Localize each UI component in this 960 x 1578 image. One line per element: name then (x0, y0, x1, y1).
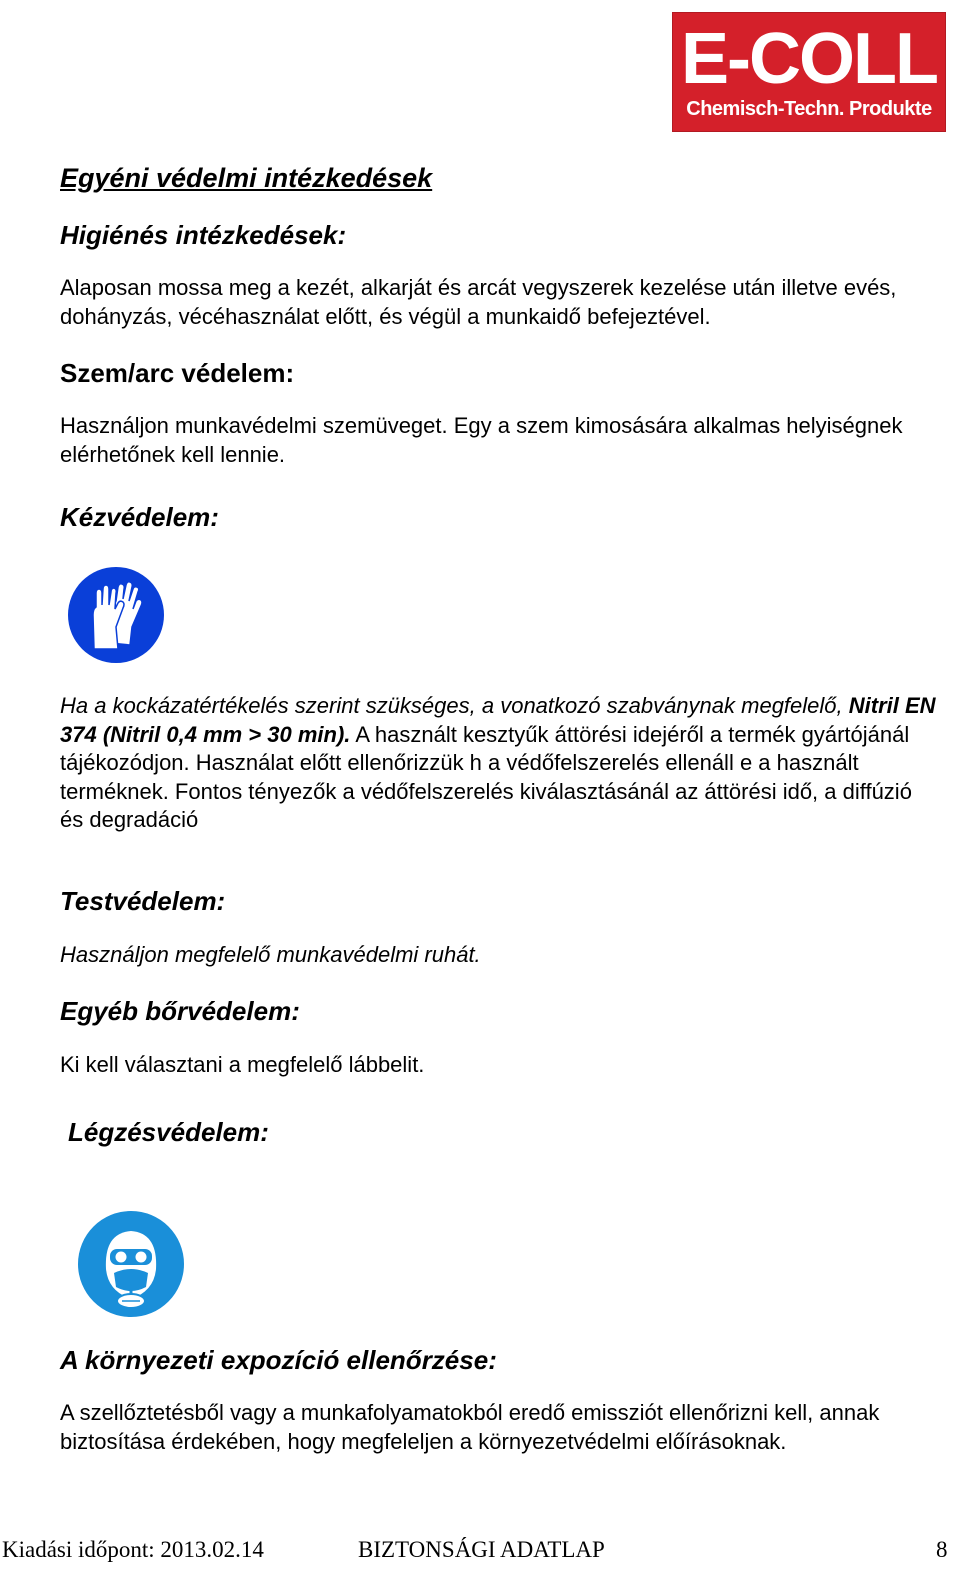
logo-brand: E-COLL (681, 19, 937, 99)
logo-tagline: Chemisch-Techn. Produkte (686, 98, 932, 120)
body-protection-heading: Testvédelem: (60, 886, 226, 916)
hygiene-text: Alaposan mossa meg a kezét, alkarját és arcát vegyszerek kezelése után illetve evés, dohányzás, vécéhasználat előtt, és végül a munkaidő befejeztével. (60, 275, 897, 329)
section-title: Egyéni védelmi intézkedések (60, 163, 433, 193)
respirator-icon (76, 1209, 186, 1319)
hygiene-heading: Higiénés intézkedések: (60, 220, 347, 250)
body-protection-text: Használjon megfelelő munkavédelmi ruhát. (60, 942, 481, 967)
environment-text: A szellőztetésből vagy a munkafolyamatokból eredő emissziót ellenőrizni kell, annak biztosítása érdekében, hogy megfeleljen a környezetvédelmi előírásoknak. (60, 1400, 880, 1454)
hand-text-rest: A használt kesztyűk áttörési idejéről a termék gyártójánál tájékozódjon. Használat előtt ellenőrizzük h a védőfelszerelés ellenáll e a használt terméknek. Fontos tényezők a védőfelszerelés kiválasztásánál az áttörési idő, a diffúzió és degradáció (60, 721, 912, 832)
footer-doc-title: BIZTONSÁGI ADATLAP (358, 1537, 605, 1562)
eye-text: Használjon munkavédelmi szemüveget. Egy a szem kimosására alkalmas helyiségnek elérhetőnek kell lennie. (60, 413, 903, 467)
eye-heading: Szem/arc védelem: (60, 358, 295, 388)
footer-issue-date: Kiadási időpont: 2013.02.14 (2, 1537, 264, 1562)
skin-heading: Egyéb bőrvédelem: (60, 996, 300, 1026)
hand-text-material: Nitril EN 374 (Nitril 0,4 mm > 30 min). (60, 693, 936, 747)
skin-text: Ki kell választani a megfelelő lábbelit. (60, 1052, 425, 1077)
hand-heading: Kézvédelem: (60, 502, 219, 532)
hand-text-intro: Ha a kockázatértékelés szerint szükséges, a vonatkozó szabványnak megfelelő, (60, 693, 843, 718)
company-logo (672, 12, 946, 132)
footer-page-number: 8 (936, 1537, 948, 1562)
gloves-icon (66, 565, 166, 665)
environment-heading: A környezeti expozíció ellenőrzése: (60, 1345, 497, 1375)
respiratory-heading: Légzésvédelem: (68, 1117, 269, 1147)
hand-text (60, 692, 940, 835)
